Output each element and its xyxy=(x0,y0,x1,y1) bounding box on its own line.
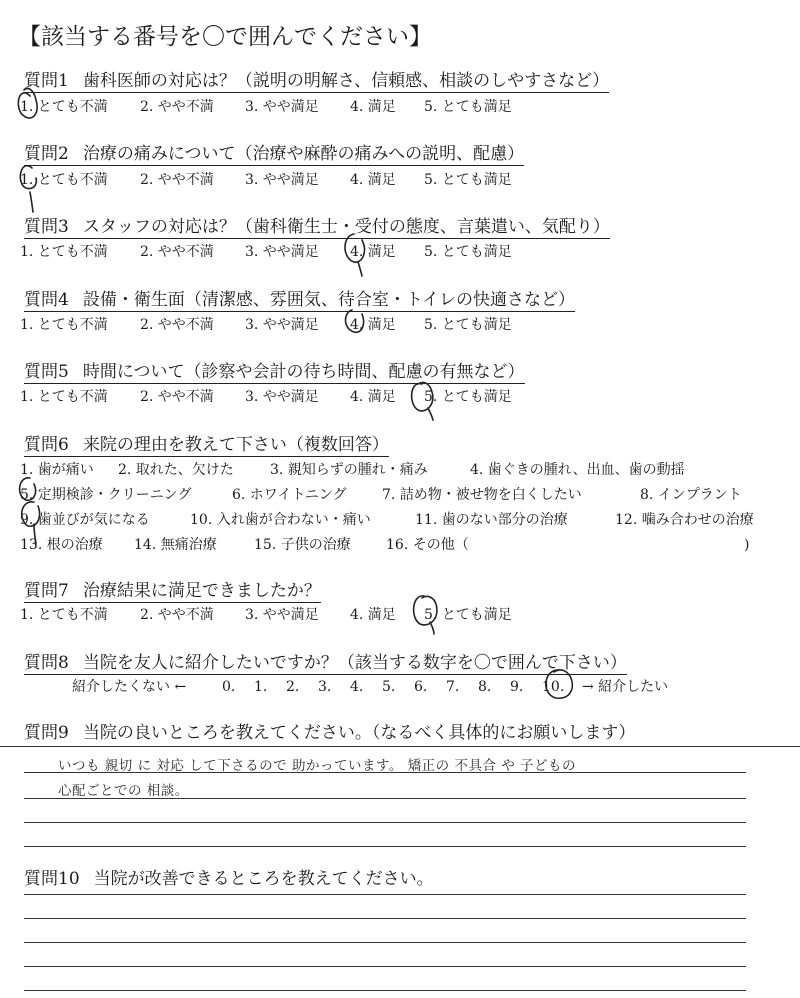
circle-mark-q5 xyxy=(412,382,433,420)
options-q6-row4[interactable]: 13. 根の治療 14. 無痛治療 15. 子供の治療 16. その他（ ) xyxy=(20,537,750,553)
circle-mark-q6-5 xyxy=(20,478,36,500)
scale-q8[interactable]: 紹介したくない ← 0. 1. 2. 3. 4. 5. 6. 7. 8. 9. 10. → 紹介したい xyxy=(72,676,668,696)
options-q6-row1[interactable]: 1. 歯が痛い 2. 取れた、欠けた 3. 親知らずの腫れ・痛み 4. 歯ぐきの腫れ、出血、歯の動揺 xyxy=(20,462,685,478)
question-7: 質問7 治療結果に満足できましたか？ xyxy=(24,576,321,603)
handwritten-answer-line-2: 心配ごとでの 相談。 xyxy=(58,783,189,799)
options-q2[interactable]: 1. とても不満 2. やや不満 3. やや満足 4. 満足 5. とても満足 xyxy=(20,172,512,188)
options-q7[interactable]: 1. とても不満 2. やや不満 3. やや満足 4. 満足 5. とても満足 xyxy=(20,607,512,623)
circle-mark-q2 xyxy=(20,166,36,212)
options-q6-row3[interactable]: 9. 歯並びが気になる 10. 入れ歯が合わない・痛い 11. 歯のない部分の治療 12. 噛み合わせの治療 xyxy=(20,512,754,528)
circle-mark-q7 xyxy=(414,596,437,634)
question-5: 質問5 時間について（診察や会計の待ち時間、配慮の有無など） xyxy=(24,357,525,384)
options-q3[interactable]: 1. とても不満 2. やや不満 3. やや満足 4. 満足 5. とても満足 xyxy=(20,244,512,260)
circle-mark-q6-9 xyxy=(22,502,40,544)
question-9: 質問9 当院の良いところを教えてください。（なるべく具体的にお願いします） xyxy=(24,723,636,743)
question-8: 質問8 当院を友人に紹介したいですか？（該当する数字を〇で囲んで下さい） xyxy=(24,648,627,675)
circle-mark-q8 xyxy=(546,670,573,698)
options-q5[interactable]: 1. とても不満 2. やや不満 3. やや満足 4. 満足 5. とても満足 xyxy=(20,389,512,405)
question-1: 質問1 歯科医師の対応は？（説明の明解さ、信頼感、相談のしやすさなど） xyxy=(24,66,609,93)
scale-right-label: → 紹介したい xyxy=(582,679,669,695)
options-q4[interactable]: 1. とても不満 2. やや不満 3. やや満足 4. 満足 5. とても満足 xyxy=(20,317,512,333)
question-3: 質問3 スタッフの対応は？（歯科衛生士・受付の態度、言葉遣い、気配り） xyxy=(24,212,610,239)
question-4: 質問4 設備・衛生面（清潔感、雰囲気、待合室・トイレの快適さなど） xyxy=(24,285,575,312)
options-q1[interactable]: 1. とても不満 2. やや不満 3. やや満足 4. 満足 5. とても満足 xyxy=(20,99,512,115)
circle-mark-q1 xyxy=(18,88,37,118)
page-title: 【該当する番号を〇で囲んでください】 xyxy=(18,24,432,50)
options-q6-row2[interactable]: 5. 定期検診・クリーニング 6. ホワイトニング 7. 詰め物・被せ物を白くしたい 8. インプラント xyxy=(20,487,742,503)
circle-mark-q4 xyxy=(346,310,364,332)
scale-left-label: 紹介したくない ← xyxy=(72,679,187,695)
question-2: 質問2 治療の痛みについて（治療や麻酔の痛みへの説明、配慮） xyxy=(24,139,524,166)
question-10: 質問10 当院が改善できるところを教えてください。 xyxy=(24,869,434,889)
circle-mark-q3 xyxy=(345,234,364,276)
question-6: 質問6 来院の理由を教えて下さい（複数回答） xyxy=(24,430,389,457)
handwritten-answer-line-1: いつも 親切 に 対応 して下さるので 助かっています。 矯正の 不具合 や 子どもの xyxy=(58,758,577,774)
